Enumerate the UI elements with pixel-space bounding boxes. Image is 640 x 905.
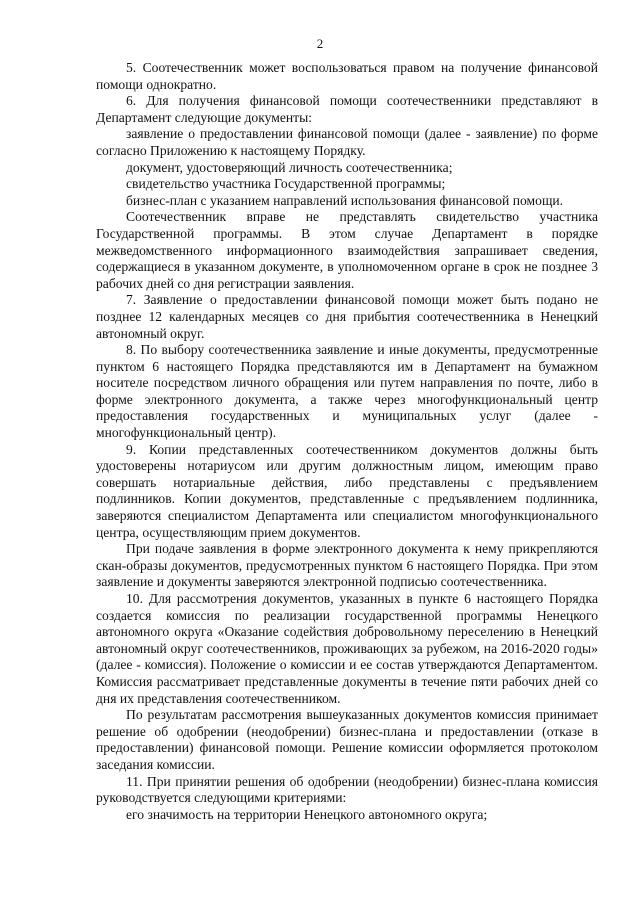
paragraph-item-8: 8. По выбору соотечественника заявление и иные документы, предусмотренные пунктом 6 настоящего Порядка представляются им в Департамент на бумажном носителе посредством личного обращения или путем направления по почте, либо в форме электронного документа, а также через многофункциональный центр предоставления государственных и муниципальных услуг (далее - многофункциональный центр). bbox=[96, 342, 598, 441]
paragraph-item-11: 11. При принятии решения об одобрении (неодобрении) бизнес-плана комиссия руководствуется следующими критериями: bbox=[96, 773, 598, 806]
paragraph-criterion-significance: его значимость на территории Ненецкого автономного округа; bbox=[126, 806, 488, 822]
paragraph-participant-certificate: свидетельство участника Государственной программы; bbox=[126, 176, 446, 192]
paragraph-item-9: 9. Копии представленных соотечественником документов должны быть удостоверены нотариусом или другим должностным лицом, имеющим право совершать нотариальные действия, либо представлены с предъявлением подлинников. Копии документов, представленные с предъявлением подлинника, заверяются специалистом Департамента или специалистом многофункционального центра, осуществляющим прием документов. bbox=[96, 441, 598, 540]
paragraph-application: заявление о предоставлении финансовой помощи (далее - заявление) по форме согласно Приложению к настоящему Порядку. bbox=[96, 126, 598, 158]
page-number: 2 bbox=[316, 36, 324, 51]
paragraph-item-7: 7. Заявление о предоставлении финансовой помощи может быть подано не позднее 12 календарных месяцев со дня прибытия соотечественника в Ненецкий автономный округ. bbox=[96, 292, 598, 341]
paragraph-identity-document: документ, удостоверяющий личность соотечественника; bbox=[126, 159, 453, 175]
paragraph-electronic-submission: При подаче заявления в форме электронного документа к нему прикрепляются скан-образы документов, предусмотренных пунктом 6 настоящего Порядка. При этом заявление и документы заверяются электронной подписью соотечественника. bbox=[96, 541, 598, 590]
paragraph-item-5: 5. Соотечественник может воспользоваться правом на получение финансовой помощи однократно. bbox=[96, 60, 598, 92]
paragraph-certificate-exemption: Соотечественник вправе не представлять свидетельство участника Государственной программы. В этом случае Департамент в порядке межведомственного информационного взаимодействия запрашивает сведения, содержащиеся в указанном документе, в уполномоченном органе в срок не позднее 3 рабочих дней со дня регистрации заявления. bbox=[96, 209, 598, 291]
document-body bbox=[96, 60, 598, 823]
paragraph-item-10: 10. Для рассмотрения документов, указанных в пункте 6 настоящего Порядка создается комиссия по реализации государственной программы Ненецкого автономного округа «Оказание содействия добровольному переселению в Ненецкий автономный округ соотечественников, проживающих за рубежом, на 2016-2020 годы» (далее - комиссия). Положение о комиссии и ее состав утверждаются Департаментом. Комиссия рассматривает представленные документы в течение пяти рабочих дней со дня их представления соотечественником. bbox=[96, 591, 598, 706]
paragraph-commission-decision: По результатам рассмотрения вышеуказанных документов комиссия принимает решение об одобрении (неодобрении) бизнес-плана и предоставлении (отказе в предоставлении) финансовой помощи. Решение комиссии оформляется протоколом заседания комиссии. bbox=[96, 707, 598, 772]
paragraph-business-plan: бизнес-план с указанием направлений использования финансовой помощи. bbox=[126, 192, 564, 208]
paragraph-item-6: 6. Для получения финансовой помощи соотечественники представляют в Департамент следующие документы: bbox=[96, 93, 598, 125]
